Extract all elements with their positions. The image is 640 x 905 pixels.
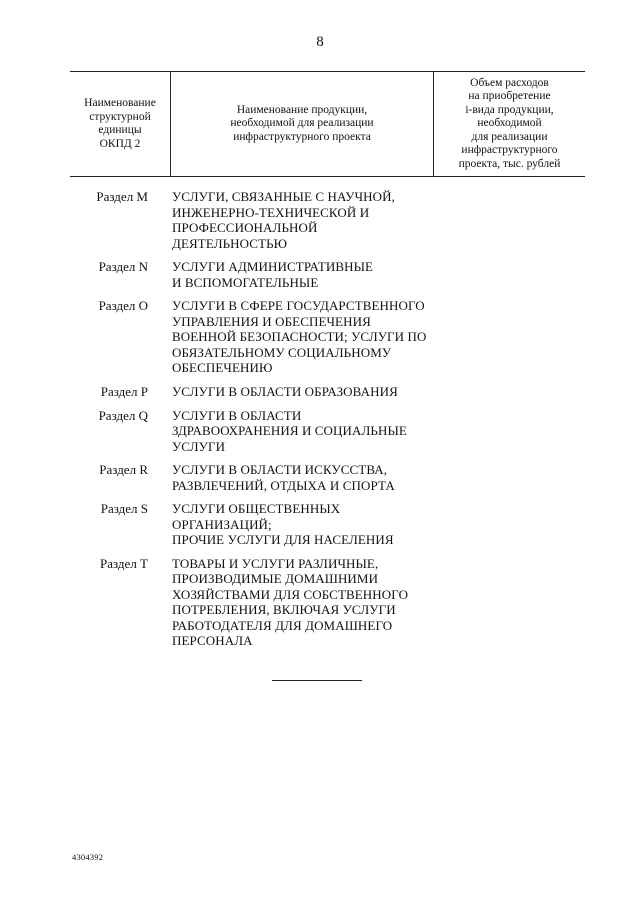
section-code: Раздел R — [99, 462, 148, 477]
table-row — [0, 501, 640, 548]
section-title: УСЛУГИ ОБЩЕСТВЕННЫХ ОРГАНИЗАЦИЙ; ПРОЧИЕ УСЛУГИ ДЛЯ НАСЕЛЕНИЯ — [172, 501, 394, 547]
table-row — [0, 384, 640, 400]
table-header — [70, 71, 585, 177]
end-separator-line — [272, 680, 362, 681]
section-title: УСЛУГИ В ОБЛАСТИ ОБРАЗОВАНИЯ — [172, 383, 398, 399]
header-col3-text: Объем расходов на приобретение i-вида продукции, необходимой для реализации инфраструктурного проекта, тыс. рублей — [458, 76, 561, 170]
section-code: Раздел Q — [98, 407, 148, 423]
page-number: 8 — [316, 34, 324, 50]
section-title: УСЛУГИ В ОБЛАСТИ ЗДРАВООХРАНЕНИЯ И СОЦИАЛЬНЫЕ УСЛУГИ — [172, 407, 407, 454]
section-code: Раздел S — [100, 501, 148, 516]
table-row — [0, 298, 640, 376]
section-title: ТОВАРЫ И УСЛУГИ РАЗЛИЧНЫЕ, ПРОИЗВОДИМЫЕ ДОМАШНИМИ ХОЗЯЙСТВАМИ ДЛЯ СОБСТВЕННОГО ПОТРЕБЛЕНИЯ, ВКЛЮЧАЯ УСЛУГИ РАБОТОДАТЕЛЯ ДЛЯ ДОМАШНЕГО ПЕРСОНАЛА — [172, 555, 409, 648]
section-title: УСЛУГИ, СВЯЗАННЫЕ С НАУЧНОЙ, ИНЖЕНЕРНО-ТЕХНИЧЕСКОЙ И ПРОФЕССИОНАЛЬНОЙ ДЕЯТЕЛЬНОСТЬЮ — [172, 189, 395, 251]
section-code: Раздел О — [98, 298, 148, 313]
section-code: Раздел М — [96, 189, 148, 204]
section-title: УСЛУГИ В ОБЛАСТИ ИСКУССТВА, РАЗВЛЕЧЕНИЙ, ОТДЫХА И СПОРТА — [172, 462, 395, 493]
table-row — [0, 462, 640, 493]
header-col-expense-volume — [434, 72, 586, 177]
section-code: Раздел N — [98, 259, 148, 274]
header-col-product-name — [171, 72, 434, 177]
section-list — [0, 189, 640, 657]
section-code: Раздел Т — [100, 555, 148, 571]
table-row — [0, 556, 640, 649]
header-col2-text: Наименование продукции, необходимой для реализации инфраструктурного проекта — [230, 103, 374, 143]
table-row — [0, 408, 640, 455]
section-title: УСЛУГИ АДМИНИСТРАТИВНЫЕ И ВСПОМОГАТЕЛЬНЫЕ — [172, 259, 374, 290]
header-col1-text: Наименование структурной единицы ОКПД 2 — [84, 97, 156, 150]
header-col-okpd-unit — [70, 72, 171, 177]
section-code: Раздел Р — [100, 383, 148, 399]
table-row — [0, 189, 640, 251]
document-id: 4304392 — [72, 852, 104, 862]
table-row — [0, 259, 640, 290]
section-title: УСЛУГИ В СФЕРЕ ГОСУДАРСТВЕННОГО УПРАВЛЕНИЯ И ОБЕСПЕЧЕНИЯ ВОЕННОЙ БЕЗОПАСНОСТИ; УСЛУГИ ПО ОБЯЗАТЕЛЬНОМУ СОЦИАЛЬНОМУ ОБЕСПЕЧЕНИЮ — [172, 298, 427, 375]
